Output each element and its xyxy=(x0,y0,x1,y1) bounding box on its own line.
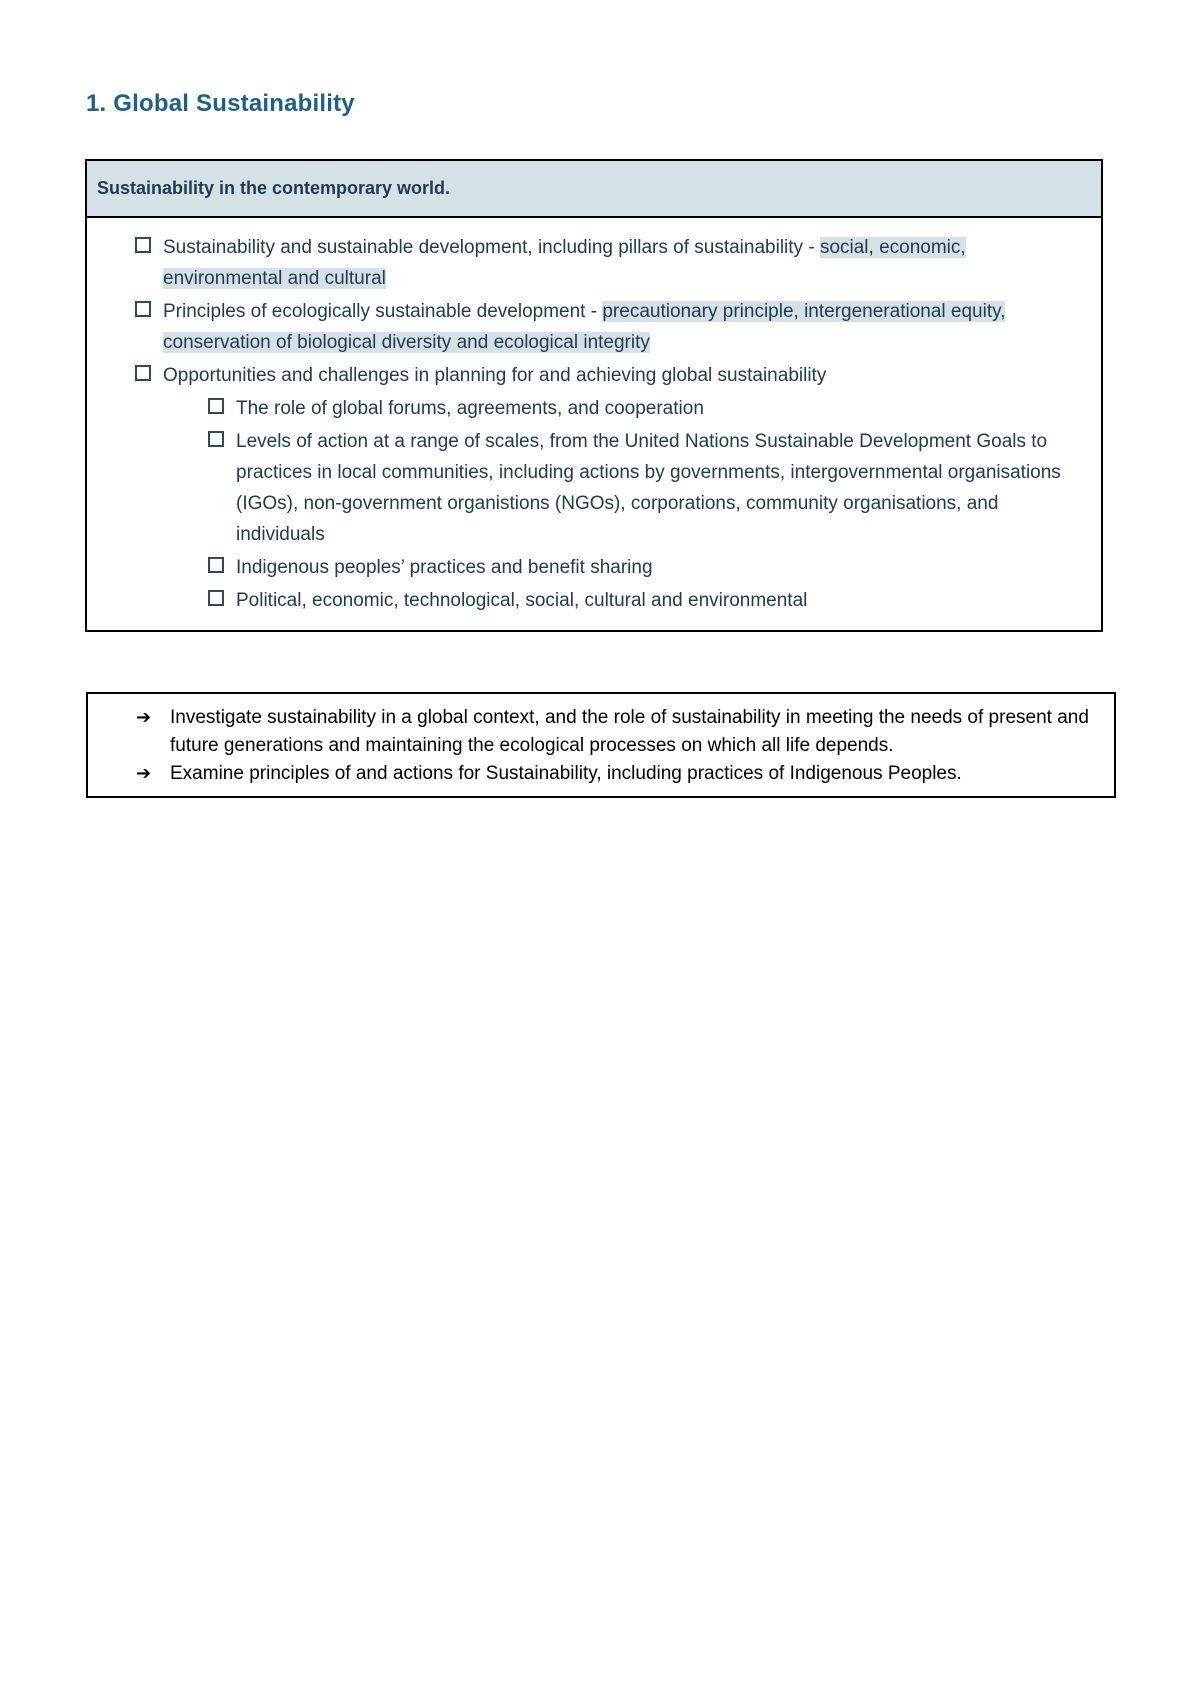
checklist-subitem-text: Levels of action at a range of scales, from the United Nations Sustainable Development Goals to practices in local communities, including actions by governments, intergovernmental organisations (IGOs), non-government organistions (NGOs), corporations, community organisations, and individuals xyxy=(236,431,1061,545)
arrow-icon: ➔ xyxy=(136,707,152,728)
page-title: 1. Global Sustainability xyxy=(86,90,355,117)
topic-box xyxy=(85,159,1103,632)
checklist-item xyxy=(135,296,1085,358)
checklist-item-text: Sustainability and sustainable development, including pillars of sustainability - social, economic, environmental and cultural xyxy=(163,237,966,289)
checkbox-icon[interactable] xyxy=(135,301,151,317)
highlighted-text: social, economic, environmental and cultural xyxy=(163,237,966,289)
checklist-subitem xyxy=(208,585,1085,616)
learning-outcomes-box xyxy=(86,692,1116,798)
learning-outcome xyxy=(136,704,1098,760)
checklist-subitem-text: Indigenous peoples’ practices and benefit sharing xyxy=(236,557,653,578)
checkbox-icon[interactable] xyxy=(135,237,151,253)
checklist-item xyxy=(135,232,1085,294)
checkbox-icon[interactable] xyxy=(208,590,224,606)
checklist-subitem xyxy=(208,552,1085,583)
arrow-icon: ➔ xyxy=(136,763,152,784)
learning-outcome-text: Investigate sustainability in a global context, and the role of sustainability in meeting the needs of present and future generations and maintaining the ecological processes on which all life depends. xyxy=(170,707,1089,756)
checklist-item xyxy=(135,360,1085,391)
learning-outcome-text: Examine principles of and actions for Sustainability, including practices of Indigenous Peoples. xyxy=(170,763,962,784)
checkbox-icon[interactable] xyxy=(208,431,224,447)
checklist-item-text: Principles of ecologically sustainable development - precautionary principle, intergenerational equity, conservation of biological diversity and ecological integrity xyxy=(163,301,1006,353)
topic-checklist xyxy=(87,218,1101,630)
topic-header: Sustainability in the contemporary world. xyxy=(87,161,1101,218)
checklist-item-text: Opportunities and challenges in planning for and achieving global sustainability xyxy=(163,365,827,386)
checklist-subitem xyxy=(208,426,1085,550)
checklist-subitem-text: Political, economic, technological, social, cultural and environmental xyxy=(236,590,808,611)
highlighted-text: precautionary principle, intergenerational equity, conservation of biological diversity and ecological integrity xyxy=(163,301,1006,353)
checkbox-icon[interactable] xyxy=(208,557,224,573)
checklist-subitem-text: The role of global forums, agreements, and cooperation xyxy=(236,398,704,419)
checkbox-icon[interactable] xyxy=(135,365,151,381)
checkbox-icon[interactable] xyxy=(208,398,224,414)
learning-outcome xyxy=(136,760,1098,788)
checklist-subitem xyxy=(208,393,1085,424)
